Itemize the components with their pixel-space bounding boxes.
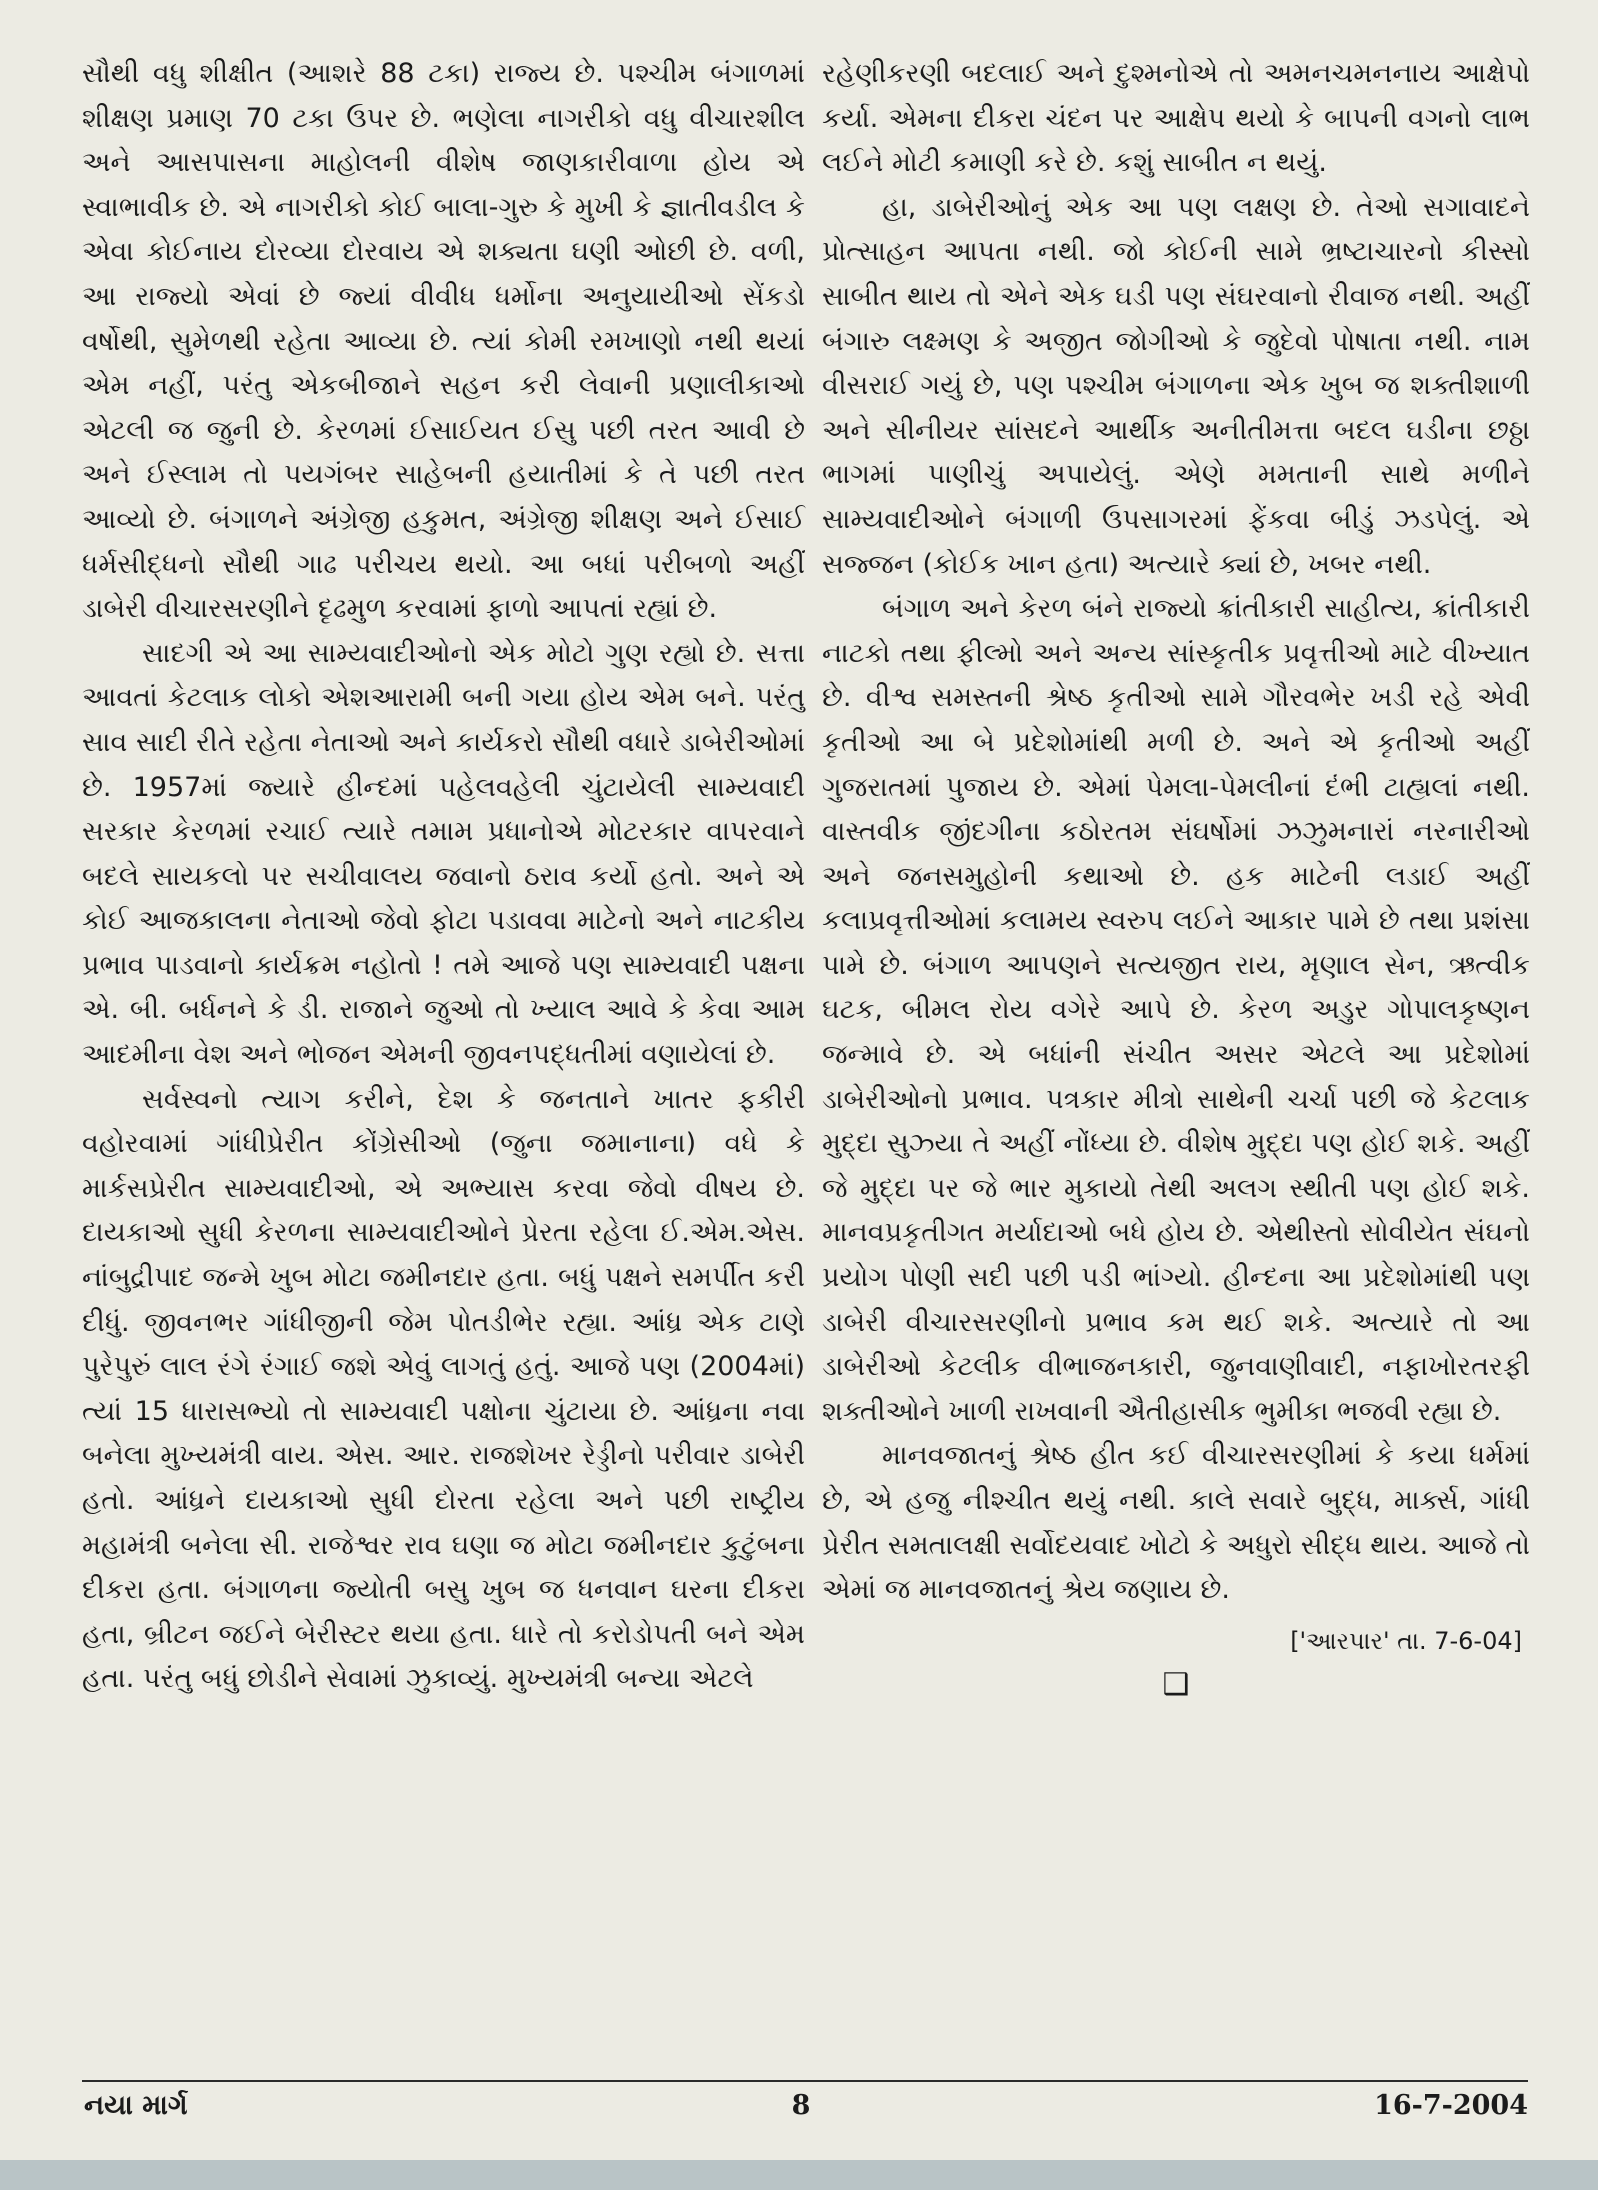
paragraph: સર્વસ્વનો ત્યાગ કરીને, દેશ કે જનતાને ખાતર ફકીરી વહોરવામાં ગાંધીપ્રેરીત કોંગ્રેસીઓ (જુના જમાનાના) વધે કે માર્કસપ્રેરીત સામ્યવાદીઓ, એ અભ્યાસ કરવા જેવો વીષય છે. દાયકાઓ સુધી કેરળના સામ્યવાદીઓને પ્રેરતા રહેલા ઈ.એમ.એસ. નાંબુદ્રીપાદ જન્મે ખુબ મોટા જમીનદાર હતા. બધું પક્ષને સમર્પીત કરી દીધું. જીવનભર ગાંધીજીની જેમ પોતડીભેર રહ્યા. આંધ્ર એક ટાણે પુરેપુરું લાલ રંગે રંગાઈ જશે એવું લાગતું હતું. આજે પણ (2004માં) ત્યાં 15 ધારાસભ્યો તો સામ્યવાદી પક્ષોના ચુંટાયા છે. આંધ્રના નવા બનેલા મુખ્યમંત્રી વાય. એસ. આર. રાજશેખર રેડ્ડીનો પરીવાર ડાબેરી હતો. આંધ્રને દાયકાઓ સુધી દોરતા રહેલા અને પછી રાષ્ટ્રીય મહામંત્રી બનેલા સી. રાજેશ્વર રાવ ઘણા જ મોટા જમીનદાર કુટુંબના દીકરા હતા. બંગાળના જ્યોતી બસુ ખુબ જ ધનવાન ઘરના દીકરા હતા, બ્રીટન જઈને બેરીસ્ટર થયા હતા. ધારે તો કરોડોપતી બને એમ હતા. પરંતુ બધું છોડીને સેવામાં ઝુકાવ્યું. મુખ્યમંત્રી બન્યા એટલે <box>82 1083 805 1695</box>
left-column <box>82 52 805 1702</box>
source-citation: ['આરપાર' તા. 7-6-04] <box>1290 1626 1522 1655</box>
footer-divider <box>82 2080 1528 2082</box>
paragraph: માનવજાતનું શ્રેષ્ઠ હીત કઈ વીચારસરણીમાં કે કયા ધર્મમાં છે, એ હજુ નીશ્ચીત થયું નથી. કાલે સવારે બુદ્ધ, માર્ક્સ, ગાંધી પ્રેરીત સમતાલક્ષી સર્વોદયવાદ ખોટો કે અધુરો સીદ્ધ થાય. આજે તો એમાં જ માનવજાતનું શ્રેય જણાય છે. <box>822 1440 1530 1606</box>
issue-date: 16-7-2004 <box>1374 2090 1528 2121</box>
paragraph: સાદગી એ આ સામ્યવાદીઓનો એક મોટો ગુણ રહ્યો છે. સત્તા આવતાં કેટલાક લોકો એશઆરામી બની ગયા હોય એમ બને. પરંતુ સાવ સાદી રીતે રહેતા નેતાઓ અને કાર્યકરો સૌથી વધારે ડાબેરીઓમાં છે. 1957માં જ્યારે હીન્દમાં પહેલવહેલી ચુંટાયેલી સામ્યવાદી સરકાર કેરળમાં રચાઈ ત્યારે તમામ પ્રધાનોએ મોટરકાર વાપરવાને બદલે સાયકલો પર સચીવાલય જવાનો ઠરાવ કર્યો હતો. અને એ કોઈ આજકાલના નેતાઓ જેવો ફોટા પડાવવા માટેનો અને નાટકીય પ્રભાવ પાડવાનો કાર્યક્રમ નહોતો ! તમે આજે પણ સામ્યવાદી પક્ષના એ. બી. બર્ધનને કે ડી. રાજાને જુઓ તો ખ્યાલ આવે કે કેવા આમ આદમીના વેશ અને ભોજન એમની જીવનપદ્ધતીમાં વણાયેલાં છે. <box>82 637 805 1071</box>
right-column <box>822 52 1530 1703</box>
end-of-article-icon: ❑ <box>1162 1667 1190 1703</box>
paragraph: બંગાળ અને કેરળ બંને રાજ્યો ક્રાંતીકારી સાહીત્ય, ક્રાંતીકારી નાટકો તથા ફીલ્મો અને અન્ય સાંસ્કૃતીક પ્રવૃત્તીઓ માટે વીખ્યાત છે. વીશ્વ સમસ્તની શ્રેષ્ઠ કૃતીઓ સામે ગૌરવભેર ખડી રહે એવી કૃતીઓ આ બે પ્રદેશોમાંથી મળી છે. અને એ કૃતીઓ અહીં ગુજરાતમાં પુજાય છે. એમાં પેમલા-પેમલીનાં દંભી ટાહ્યલાં નથી. વાસ્તવીક જીંદગીના કઠોરતમ સંઘર્ષોમાં ઝઝુમનારાં નરનારીઓ અને જનસમુહોની કથાઓ છે. હક માટેની લડાઈ અહીં કલાપ્રવૃત્તીઓમાં કલામય સ્વરુપ લઈને આકાર પામે છે તથા પ્રશંસા પામે છે. બંગાળ આપણને સત્યજીત રાય, મૃણાલ સેન, ઋત્વીક ઘટક, બીમલ રોય વગેરે આપે છે. કેરળ અડુર ગોપાલકૃષ્ણન જન્માવે છે. એ બધાંની સંચીત અસર એટલે આ પ્રદેશોમાં ડાબેરીઓનો પ્રભાવ. પત્રકાર મીત્રો સાથેની ચર્ચા પછી જે કેટલાક મુદ્દા સુઝ્યા તે અહીં નોંધ્યા છે. વીશેષ મુદ્દા પણ હોઈ શકે. અહીં જે મુદ્દા પર જે ભાર મુકાયો તેથી અલગ સ્થીતી પણ હોઈ શકે. માનવપ્રકૃતીગત મર્યાદાઓ બધે હોય છે. એથીસ્તો સોવીયેત સંઘનો પ્રયોગ પોણી સદી પછી પડી ભાંગ્યો. હીન્દના આ પ્રદેશોમાંથી પણ ડાબેરી વીચારસરણીનો પ્રભાવ કમ થઈ શકે. અત્યારે તો આ ડાબેરીઓ કેટલીક વીભાજનકારી, જુનવાણીવાદી, નફાખોરતરફી શક્તીઓને ખાળી રાખવાની ઐતીહાસીક ભુમીકા ભજવી રહ્યા છે. <box>822 593 1530 1427</box>
page-number: 8 <box>791 2090 811 2121</box>
paragraph: રહેણીકરણી બદલાઈ અને દુશ્મનોએ તો અમનચમનનાય આક્ષેપો કર્યા. એમના દીકરા ચંદન પર આક્ષેપ થયો કે બાપની વગનો લાભ લઈને મોટી કમાણી કરે છે. કશું સાબીત ન થયું. <box>822 58 1530 179</box>
scan-background <box>0 2160 1598 2190</box>
paragraph: હા, ડાબેરીઓનું એક આ પણ લક્ષણ છે. તેઓ સગાવાદને પ્રોત્સાહન આપતા નથી. જો કોઈની સામે ભ્રષ્ટાચારનો કીસ્સો સાબીત થાય તો એને એક ઘડી પણ સંઘરવાનો રીવાજ નથી. અહીં બંગારુ લક્ષ્મણ કે અજીત જોગીઓ કે જુદેવો પોષાતા નથી. નામ વીસરાઈ ગયું છે, પણ પશ્ચીમ બંગાળના એક ખુબ જ શક્તીશાળી અને સીનીયર સાંસદને આર્થીક અનીતીમત્તા બદલ ઘડીના છઠ્ઠા ભાગમાં પાણીચું અપાયેલું. એણે મમતાની સાથે મળીને સામ્યવાદીઓને બંગાળી ઉપસાગરમાં ફેંકવા બીડું ઝડપેલું. એ સજ્જન (કોઈક ખાન હતા) અત્યારે ક્યાં છે, ખબર નથી. <box>822 191 1530 580</box>
publication-name: નયા માર્ગ <box>84 2090 188 2121</box>
paragraph: સૌથી વધુ શીક્ષીત (આશરે 88 ટકા) રાજ્ય છે. પશ્ચીમ બંગાળમાં શીક્ષણ પ્રમાણ 70 ટકા ઉપર છે. ભણેલા નાગરીકો વધુ વીચારશીલ અને આસપાસના માહોલની વીશેષ જાણકારીવાળા હોય એ સ્વાભાવીક છે. એ નાગરીકો કોઈ બાલા-ગુરુ કે મુખી કે જ્ઞાતીવડીલ કે એવા કોઈનાય દોરવ્યા દોરવાય એ શક્યતા ઘણી ઓછી છે. વળી, આ રાજ્યો એવાં છે જ્યાં વીવીધ ધર્મોના અનુયાયીઓ સેંકડો વર્ષોથી, સુમેળથી રહેતા આવ્યા છે. ત્યાં કોમી રમખાણો નથી થયાં એમ નહીં, પરંતુ એકબીજાને સહન કરી લેવાની પ્રણાલીકાઓ એટલી જ જુની છે. કેરળમાં ઈસાઈયત ઈસુ પછી તરત આવી છે અને ઈસ્લામ તો પયગંબર સાહેબની હયાતીમાં કે તે પછી તરત આવ્યો છે. બંગાળને અંગ્રેજી હકુમત, અંગ્રેજી શીક્ષણ અને ઈસાઈ ધર્મસીદ્ધનો સૌથી ગાઢ પરીચય થયો. આ બધાં પરીબળો અહીં ડાબેરી વીચારસરણીને દૃઢમુળ કરવામાં ફાળો આપતાં રહ્યાં છે. <box>82 58 805 625</box>
